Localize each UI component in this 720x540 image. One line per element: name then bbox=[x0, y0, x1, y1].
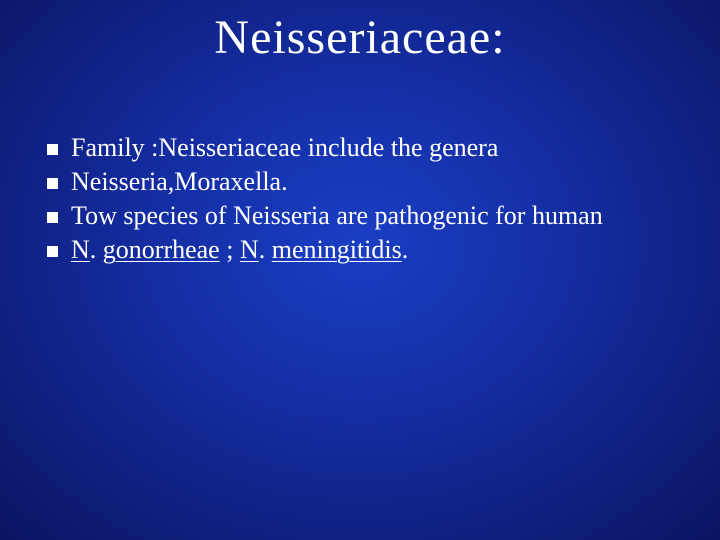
square-bullet-icon bbox=[47, 144, 58, 155]
slide-title: Neisseriaceae: bbox=[214, 11, 506, 64]
bullet-pathogenic bbox=[46, 200, 686, 231]
species-dot: . bbox=[258, 235, 272, 264]
square-bullet-icon bbox=[47, 178, 58, 189]
bullet-text: Family :Neisseriaceae include the genera bbox=[71, 133, 499, 162]
species-dot: . bbox=[89, 235, 103, 264]
square-bullet-icon bbox=[47, 212, 58, 223]
square-bullet-icon bbox=[47, 246, 58, 257]
bullet-text: Neisseria,Moraxella. bbox=[71, 167, 288, 196]
species-gonorrheae: gonorrheae bbox=[102, 235, 220, 264]
species-separator: ; bbox=[219, 235, 240, 264]
species-n-abbrev: N bbox=[239, 235, 259, 264]
species-end-period: . bbox=[401, 235, 409, 264]
bullet-species bbox=[46, 234, 686, 265]
bullet-list bbox=[46, 132, 686, 268]
species-n-abbrev: N bbox=[71, 235, 90, 264]
species-meningitidis: meningitidis bbox=[271, 235, 402, 264]
bullet-genera bbox=[46, 166, 686, 197]
bullet-family bbox=[46, 132, 686, 163]
bullet-text: Tow species of Neisseria are pathogenic for human bbox=[71, 201, 603, 230]
